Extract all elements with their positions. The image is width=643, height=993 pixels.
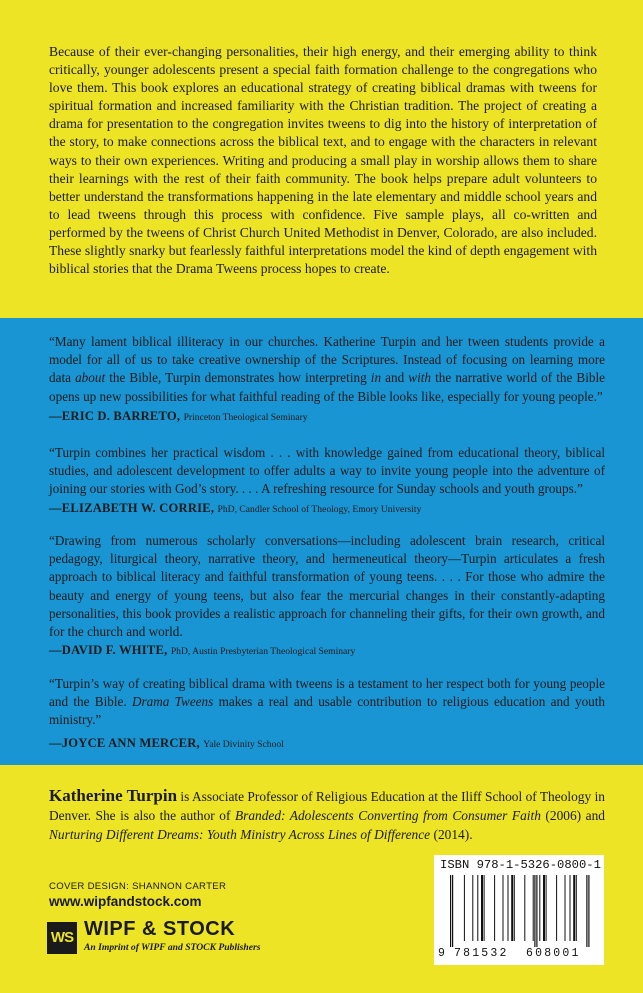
barcode-icon (438, 875, 600, 947)
barcode-bar (508, 875, 509, 941)
publisher-logo: WS (47, 922, 77, 954)
author-bio: Katherine Turpin is Associate Professor of Religious Education at the Iliff School of Theology in Denver. She is also the author of Branded: Adolescents Converting from Consumer Faith (2006) and Nurturing Different Dreams: Youth Ministry Across Lines of Difference (2014). (49, 786, 605, 842)
barcode-guard-bar (452, 875, 453, 947)
endorsement-quote: “Many lament biblical illiteracy in our churches. Katherine Turpin and her tween students provide a model for all of us to take creative ownership of the Scriptures. Instead of focusing on learning more data about the Bible, Turpin demonstrates how interpreting in and with the narrative world of the Bible opens up new possibilities for what faithful reading of the Bible looks like, especially for young people.” (49, 334, 606, 404)
barcode-guard-bar (588, 875, 589, 947)
endorsement-quote: “Turpin combines her practical wisdom . . . with knowledge gained from educational theory, biblical studies, and adolescent development to offer adults a way to invite young people into the adventure of joining our stories with God’s story. . . . A refreshing resource for Sunday schools and youth groups.” (49, 445, 605, 497)
barcode-bar (576, 875, 577, 941)
barcode-guard-bar (586, 875, 587, 947)
endorsement-attribution: —ELIZABETH W. CORRIE, PhD, Candler School of Theology, Emory University (49, 501, 422, 515)
endorsement-attribution: —JOYCE ANN MERCER, Yale Divinity School (49, 736, 284, 750)
endorsement-quote: “Drawing from numerous scholarly conversations—including adolescent brain research, critical pedagogy, liturgical theory, narrative theory, and hermeneutical theory—Turpin articulates a fresh approach to biblical literacy and faithful transformation of young teens. . . . For those who admire the beauty and energy of young teens, but also fear the mercurial changes in their constantly-adapting personalities, this book provides a realistic approach for channeling their gifts, for their own growth, and for the church and world. (49, 533, 605, 640)
barcode-bar (565, 875, 566, 941)
isbn-barcode-box: ISBN 978-1-5326-0800-1 9 781532 608001 (434, 855, 604, 965)
book-description: Because of their ever-changing personalities, their high energy, and their emerging ability to think critically, younger adolescents present a special faith formation challenge to the congregations who love them. This book explores an educational strategy of creating biblical dramas with tweens for spiritual formation and increased familiarity with the Christian tradition. The project of creating a drama for presentation to the congregation invites tweens to dig into the history of interpretation of the story, to make connections across the biblical text, and to engage with the characters in relevant ways to their own experiences. Writing and producing a small play in worship allows them to share their learnings with the rest of their faith community. The book helps prepare adult volunteers to better understand the transformations happening in the late elementary and middle school years and to lead tweens through this process with confidence. Five sample plays, all co-written and performed by the tweens of Christ Church United Methodist in Denver, Colorado, are also included. These slightly snarky but fearlessly faithful interpretations model the kind of depth engagement with biblical stories that the Drama Tweens process hopes to create. (49, 44, 597, 277)
barcode-bar (477, 875, 478, 941)
barcode-bar (573, 875, 575, 941)
barcode-bar (494, 875, 495, 941)
barcode-guard-bar (450, 875, 451, 947)
barcode-bar (514, 875, 515, 941)
cover-design-credit: COVER DESIGN: SHANNON CARTER (49, 881, 227, 892)
isbn-label: ISBN 978-1-5326-0800-1 (440, 858, 601, 872)
barcode-bar (570, 875, 571, 941)
publisher-imprint: An Imprint of WIPF and STOCK Publishers (84, 942, 261, 953)
endorsement-attribution: —DAVID F. WHITE, PhD, Austin Presbyterian Theological Seminary (49, 643, 356, 657)
barcode-bar (511, 875, 513, 941)
author-name: Katherine Turpin (49, 786, 178, 805)
barcode-guard-bar (536, 875, 537, 947)
barcode-bar (546, 875, 547, 941)
barcode-guard-bar (534, 875, 535, 947)
barcode-bar (539, 875, 540, 941)
barcode-bar (484, 875, 485, 941)
endorsement-quote: “Turpin’s way of creating biblical drama with tweens is a testament to her respect both for young people and the Bible. Drama Tweens makes a real and usable contribution to religious education and youth ministry.” (49, 676, 606, 728)
publisher-name: WIPF & STOCK (84, 918, 236, 940)
barcode-bar (472, 875, 473, 941)
endorsement-attribution: —ERIC D. BARRETO, Princeton Theological Seminary (49, 409, 308, 423)
description-panel (0, 0, 643, 318)
barcode-bar (533, 875, 534, 941)
barcode-bar (543, 875, 545, 941)
barcode-bar (464, 875, 465, 941)
barcode-bar (503, 875, 504, 941)
barcode-bar (556, 875, 557, 941)
publisher-website[interactable]: www.wipfandstock.com (49, 894, 202, 909)
barcode-bar (481, 875, 483, 941)
barcode-bar (524, 875, 525, 941)
